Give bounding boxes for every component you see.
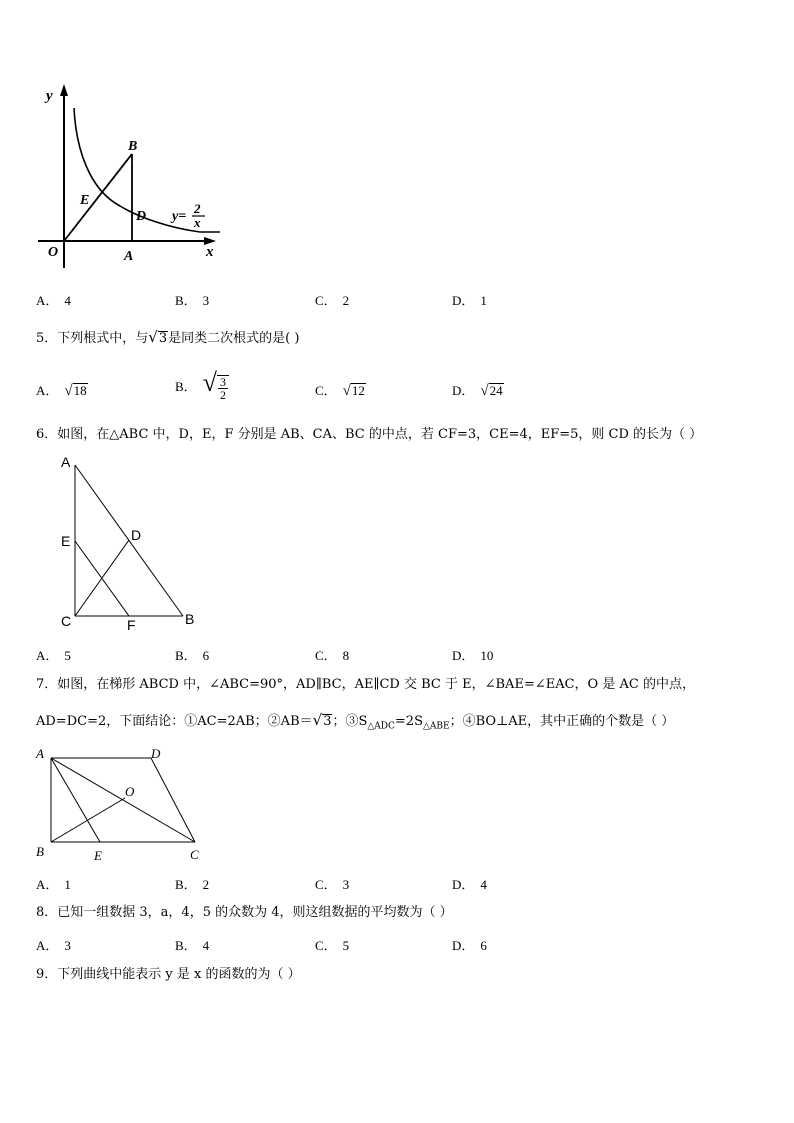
point-a-label: A <box>124 249 134 264</box>
q7-stem-line2 <box>36 711 674 736</box>
option-text: 2 <box>202 877 210 892</box>
radicand: 3 <box>323 714 332 729</box>
option-label: B． <box>175 379 197 394</box>
q6-option-b[interactable] <box>175 645 209 664</box>
option-text: 1 <box>64 877 71 892</box>
point-d-label: D <box>151 746 161 761</box>
option-text: 3 <box>202 293 210 308</box>
q5-option-d[interactable] <box>452 380 504 400</box>
function-denominator: x <box>194 215 201 230</box>
q5-stem-text-a: 5．下列根式中，与 <box>36 331 149 346</box>
q7-subscript-1: △ADC <box>367 721 395 732</box>
option-label: B． <box>175 648 197 663</box>
x-axis-label: x <box>206 244 214 260</box>
point-d-label: D <box>136 209 147 224</box>
sqrt-symbol: √3 <box>312 711 332 729</box>
option-label: D． <box>452 938 475 953</box>
function-numerator: 2 <box>194 201 201 216</box>
point-a-label: A <box>36 746 44 761</box>
fraction-denominator: 2 <box>219 387 226 402</box>
radicand: 12 <box>351 383 365 398</box>
q7-figure <box>30 740 215 865</box>
q8-option-a[interactable] <box>36 935 71 954</box>
option-label: D． <box>452 383 475 398</box>
q8-option-d[interactable] <box>452 935 487 954</box>
radicand: 3 <box>158 331 168 346</box>
q8-option-b[interactable] <box>175 935 209 954</box>
option-text: 3 <box>342 877 350 892</box>
q8-option-c[interactable] <box>315 935 349 954</box>
option-text: 6 <box>480 938 487 953</box>
option-text: 2 <box>342 293 350 308</box>
q4-option-d[interactable] <box>452 290 487 309</box>
q7-option-b[interactable] <box>175 874 209 893</box>
q5-stem <box>36 328 299 348</box>
option-text: 4 <box>64 293 71 308</box>
q5-option-b[interactable] <box>175 368 229 401</box>
q7-text-a: AD=DC=2，下面结论：①AC=2AB；②AB＝ <box>36 714 313 729</box>
option-label: C． <box>315 877 337 892</box>
q4-figure <box>30 80 230 270</box>
point-c-label: C <box>190 847 199 862</box>
sqrt-symbol: √3 <box>148 328 168 346</box>
q7-option-a[interactable] <box>36 874 71 893</box>
origin-label: O <box>48 245 59 260</box>
option-label: B． <box>175 293 197 308</box>
point-e-label: E <box>94 848 102 863</box>
option-label: D． <box>452 877 475 892</box>
q7-option-d[interactable] <box>452 874 487 893</box>
point-b-label: B <box>128 139 138 154</box>
q6-option-a[interactable] <box>36 645 71 664</box>
option-label: A． <box>36 648 59 663</box>
option-text: 5 <box>342 938 350 953</box>
point-o-label: O <box>125 784 135 799</box>
sqrt-symbol: √24 <box>480 383 503 399</box>
option-text: 4 <box>480 877 487 892</box>
point-f-label: F <box>127 617 136 633</box>
q4-option-c[interactable] <box>315 290 349 309</box>
option-label: C． <box>315 648 337 663</box>
option-label: B． <box>175 938 197 953</box>
q4-option-a[interactable] <box>36 290 71 309</box>
q4-option-b[interactable] <box>175 290 209 309</box>
q5-option-a[interactable] <box>36 380 88 400</box>
q5-option-c[interactable] <box>315 380 366 400</box>
option-text: 6 <box>202 648 210 663</box>
sqrt-symbol: √12 <box>342 383 365 399</box>
q9-stem: 9．下列曲线中能表示 y 是 x 的函数的为（ ） <box>36 967 301 982</box>
point-e-label: E <box>80 193 90 208</box>
option-label: C． <box>315 938 337 953</box>
q6-option-c[interactable] <box>315 645 349 664</box>
point-b-label: B <box>185 611 195 627</box>
point-e-label: E <box>61 533 71 549</box>
q8-stem: 8．已知一组数据 3，a，4，5 的众数为 4，则这组数据的平均数为（ ） <box>36 905 453 920</box>
option-label: D． <box>452 293 475 308</box>
option-text: 1 <box>480 293 487 308</box>
radicand: 18 <box>73 383 87 398</box>
option-label: A． <box>36 938 59 953</box>
option-label: A． <box>36 293 59 308</box>
point-b-label: B <box>36 844 44 859</box>
q7-option-c[interactable] <box>315 874 349 893</box>
option-label: C． <box>315 293 337 308</box>
point-a-label: A <box>61 454 71 470</box>
q7-text-d: ；④BO⊥AE，其中正确的个数是（ ） <box>449 714 675 729</box>
y-axis-label: y <box>46 88 53 104</box>
point-d-label: D <box>131 527 142 543</box>
option-label: A． <box>36 877 59 892</box>
option-text: 3 <box>64 938 71 953</box>
q6-option-d[interactable] <box>452 645 493 664</box>
option-label: D． <box>452 648 475 663</box>
sqrt-symbol: √18 <box>64 383 87 399</box>
option-text: 4 <box>202 938 210 953</box>
q7-text-b: ；③S <box>332 714 368 729</box>
q7-text-c: =2S <box>394 714 423 729</box>
q6-stem: 6．如图，在△ABC 中，D，E，F 分别是 AB、CA、BC 的中点，若 CF=3，CE=4，EF=5，则 CD 的长为（ ） <box>36 427 703 442</box>
function-prefix: y= <box>172 209 187 224</box>
option-label: C． <box>315 383 337 398</box>
point-c-label: C <box>61 613 72 629</box>
q5-stem-text-b: 是同类二次根式的是( ) <box>168 331 300 346</box>
sqrt-symbol: √ $\frac{3}{2}$ <box>203 368 229 401</box>
option-text: 8 <box>342 648 350 663</box>
q6-figure <box>55 450 215 635</box>
option-label: B． <box>175 877 197 892</box>
option-label: A． <box>36 383 59 398</box>
q7-subscript-2: △ABE <box>422 721 450 732</box>
option-text: 5 <box>64 648 71 663</box>
fraction-numerator: 3 <box>219 374 226 389</box>
q7-stem-line1: 7．如图，在梯形 ABCD 中，∠ABC=90°，AD∥BC，AE∥CD 交 BC 于 E，∠BAE=∠EAC，O 是 AC 的中点， <box>36 677 695 692</box>
option-text: 10 <box>480 648 494 663</box>
radicand: 24 <box>489 383 503 398</box>
